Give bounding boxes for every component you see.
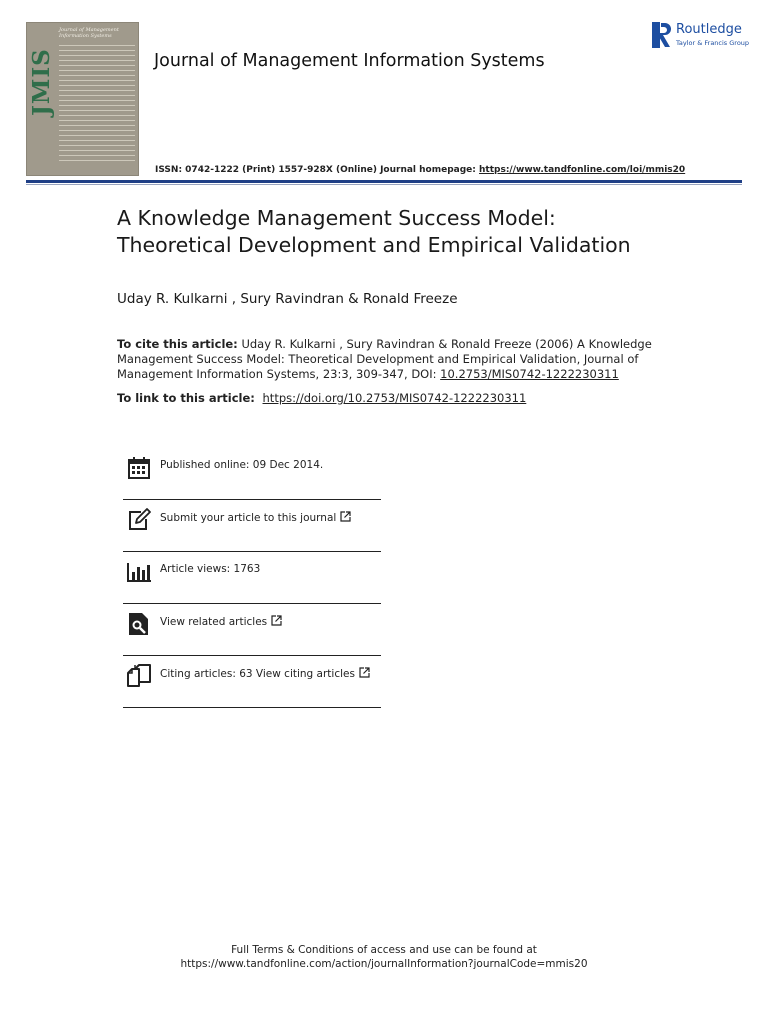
external-link-icon [340,511,351,522]
related-articles-label: View related articles [160,616,268,628]
article-title [117,205,717,259]
documents-icon [127,664,151,688]
doi-link[interactable]: 10.2753/MIS0742-1222230311 [440,367,619,381]
citation-label: To cite this article: [117,337,238,351]
header-rule-thin [26,184,742,185]
external-link-icon [359,667,370,678]
issn-text: ISSN: 0742-1222 (Print) 1557-928X (Online) Journal homepage: [155,165,480,175]
journal-homepage-link[interactable]: https://www.tandfonline.com/loi/mmis20 [479,165,686,175]
footer-terms [0,943,768,971]
related-articles-item[interactable] [123,604,381,656]
article-title-line-1: A Knowledge Management Success Model: [117,206,556,230]
edit-icon [127,508,151,532]
calendar-icon [127,456,151,480]
submit-article-item[interactable] [123,500,381,552]
publisher-logo[interactable] [652,22,748,50]
publisher-name: Routledge [676,22,742,37]
search-document-icon [127,612,151,636]
submit-article-link[interactable] [160,511,351,524]
routledge-r-icon [652,22,672,48]
issn-line [155,165,685,175]
cover-contents-lines [59,45,135,165]
article-link-line [117,391,526,405]
published-online-item [123,448,381,500]
submit-article-label: Submit your article to this journal [160,512,337,524]
article-views-item [123,552,381,604]
article-doi-url[interactable]: https://doi.org/10.2753/MIS0742-1222230311 [262,391,527,405]
citation-text: Uday R. Kulkarni , Sury Ravindran & Ronald Freeze (2006) A Knowledge Management Success Model: Theoretical Development and Empirical Validation, Journal of Management Information Systems, 23:3, 309-347, DOI: [117,337,652,381]
article-info-list [123,448,381,708]
journal-cover-image [26,22,139,176]
publisher-tagline: Taylor & Francis Group [676,39,750,47]
article-authors: Uday R. Kulkarni , Sury Ravindran & Ronald Freeze [117,291,458,307]
article-link-label: To link to this article: [117,391,259,405]
related-articles-link[interactable] [160,615,282,628]
external-link-icon [271,615,282,626]
footer-terms-url[interactable]: https://www.tandfonline.com/action/journalInformation?journalCode=mmis20 [180,958,588,970]
citing-articles-item[interactable] [123,656,381,708]
article-views-text: Article views: 1763 [160,563,261,575]
citing-articles-link[interactable] [160,667,370,680]
citing-articles-label: Citing articles: 63 View citing articles [160,668,355,680]
cover-logo: JMIS [28,48,55,116]
citation-block [117,337,677,382]
journal-title: Journal of Management Information Systems [154,51,545,71]
cover-title: Journal of Management Information Systems [59,27,119,39]
footer-terms-line-1: Full Terms & Conditions of access and use can be found at [231,944,537,956]
bar-chart-icon [127,560,151,584]
header-rule [26,180,742,183]
article-title-line-2: Theoretical Development and Empirical Validation [117,233,631,257]
published-online-text: Published online: 09 Dec 2014. [160,459,324,471]
